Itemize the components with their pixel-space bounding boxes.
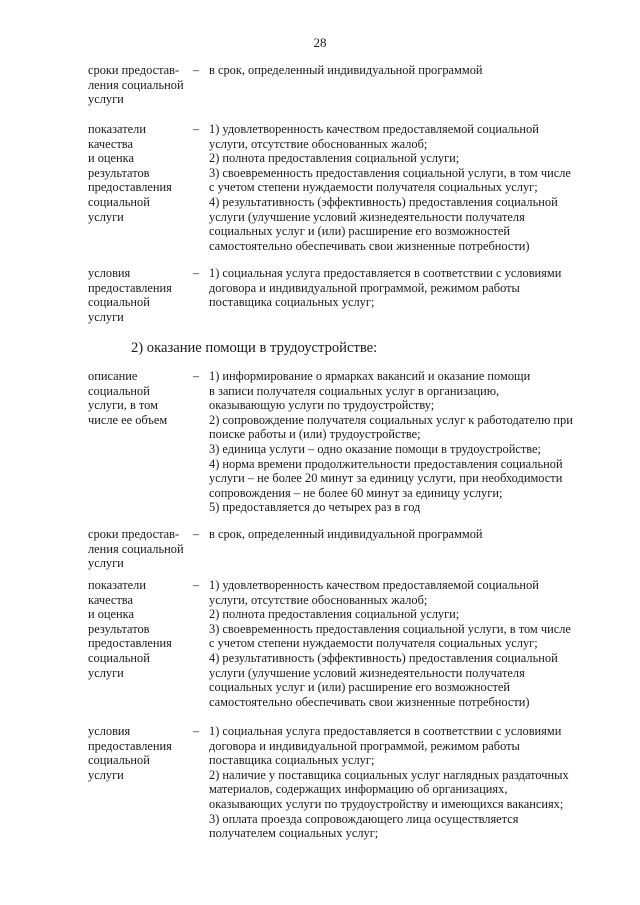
content-line: договора и индивидуальной программой, режимом работы — [209, 280, 520, 295]
label-line: социальной — [88, 383, 150, 398]
content-line: 4) результативность (эффективность) предоставления социальной — [209, 650, 558, 665]
label-line: предоставления — [88, 280, 172, 295]
row-content — [209, 266, 601, 310]
row-content — [209, 63, 601, 78]
label-line: услуги — [88, 309, 124, 324]
label-line: числе ее объем — [88, 412, 168, 427]
label-line: показатели — [88, 578, 146, 592]
content-line: материалов, содержащих информацию об организациях, — [209, 782, 508, 797]
content-line: поставщика социальных услуг; — [209, 295, 375, 310]
label-line: услуги, в том — [88, 398, 158, 413]
content-line: самостоятельно обеспечивать свои жизненные потребности) — [209, 694, 530, 709]
row-dash: – — [193, 578, 200, 592]
content-line: социальных услуг и (или) расширение его возможностей — [209, 224, 511, 239]
row-label — [88, 369, 186, 427]
label-line: предоставления — [88, 180, 172, 195]
content-line: услуги, отсутствие обоснованных жалоб; — [209, 592, 428, 607]
label-line: сроки предостав- — [88, 63, 180, 77]
content-line: поиске работы и (или) трудоустройстве; — [209, 427, 421, 442]
content-line: 3) своевременность предоставления социальной услуги, в том числе — [209, 165, 571, 180]
label-line: описание — [88, 369, 138, 383]
label-line: услуги — [88, 665, 124, 680]
row-content — [209, 369, 601, 515]
label-line: сроки предостав- — [88, 527, 180, 541]
label-line: условия — [88, 724, 131, 738]
content-line: 1) социальная услуга предоставляется в соответствии с условиями — [209, 724, 562, 738]
label-line: услуги — [88, 767, 124, 782]
content-line: оказывающую услуги по трудоустройству; — [209, 398, 435, 413]
content-line: получателем социальных услуг; — [209, 826, 379, 841]
content-line: 1) удовлетворенность качеством предоставляемой социальной — [209, 578, 539, 592]
content-line: с учетом степени нуждаемости получателя социальных услуг; — [209, 180, 538, 195]
label-line: услуги — [88, 556, 124, 571]
page-number: 28 — [313, 35, 327, 50]
content-line: 3) единица услуги – одно оказание помощи в трудоустройстве; — [209, 441, 542, 456]
content-line: 5) предоставляется до четырех раз в год — [209, 500, 421, 515]
label-line: услуги — [88, 209, 124, 224]
content-line: 2) полнота предоставления социальной услуги; — [209, 607, 460, 622]
row-content — [209, 578, 601, 709]
label-line: качества — [88, 592, 133, 607]
row-label — [88, 527, 186, 571]
row-content — [209, 724, 601, 841]
label-line: ления социальной — [88, 541, 184, 556]
content-line: 3) оплата проезда сопровождающего лица осуществляется — [209, 811, 519, 826]
row-dash: – — [193, 122, 200, 136]
row-dash: – — [193, 63, 200, 77]
content-line: 3) своевременность предоставления социальной услуги, в том числе — [209, 621, 571, 636]
row-content — [209, 527, 601, 542]
label-line: предоставления — [88, 636, 172, 651]
content-line: 4) норма времени продолжительности предоставления социальной — [209, 456, 563, 471]
label-line: качества — [88, 136, 133, 151]
row-label — [88, 724, 186, 782]
label-line: и оценка — [88, 151, 135, 166]
label-line: социальной — [88, 194, 150, 209]
row-label — [88, 63, 186, 107]
content-line: услуги, отсутствие обоснованных жалоб; — [209, 136, 428, 151]
row-dash: – — [193, 724, 200, 738]
row-label — [88, 122, 186, 224]
label-line: условия — [88, 266, 131, 280]
content-line: оказывающих услуги по трудоустройству и имеющихся вакансиях; — [209, 796, 564, 811]
label-line: результатов — [88, 165, 150, 180]
row-label — [88, 578, 186, 680]
label-line: социальной — [88, 295, 150, 310]
content-line: в срок, определенный индивидуальной программой — [209, 63, 483, 77]
content-line: 2) сопровождение получателя социальных услуг к работодателю при — [209, 412, 573, 427]
label-line: услуги — [88, 92, 124, 107]
label-line: ления социальной — [88, 77, 184, 92]
content-line: в записи получателя социальных услуг в организацию, — [209, 383, 500, 398]
content-line: в срок, определенный индивидуальной программой — [209, 527, 483, 541]
content-line: 4) результативность (эффективность) предоставления социальной — [209, 194, 558, 209]
content-line: 1) социальная услуга предоставляется в соответствии с условиями — [209, 266, 562, 280]
label-line: и оценка — [88, 607, 135, 622]
content-line: услуги – не более 20 минут за единицу услуги, при необходимости — [209, 471, 563, 486]
label-line: социальной — [88, 753, 150, 768]
content-line: договора и индивидуальной программой, режимом работы — [209, 738, 520, 753]
content-line: поставщика социальных услуг; — [209, 753, 375, 768]
content-line: социальных услуг и (или) расширение его возможностей — [209, 680, 511, 695]
content-line: 2) наличие у поставщика социальных услуг наглядных раздаточных — [209, 767, 569, 782]
content-line: самостоятельно обеспечивать свои жизненные потребности) — [209, 238, 530, 253]
label-line: показатели — [88, 122, 146, 136]
row-content — [209, 122, 601, 253]
content-line: сопровождения – не более 60 минут за единицу услуги; — [209, 485, 503, 500]
row-dash: – — [193, 527, 200, 541]
content-line: услуги (улучшение условий жизнедеятельности получателя — [209, 665, 525, 680]
content-line: 1) информирование о ярмарках вакансий и оказание помощи — [209, 369, 531, 383]
row-label — [88, 266, 186, 324]
content-line: услуги (улучшение условий жизнедеятельности получателя — [209, 209, 525, 224]
section-heading: 2) оказание помощи в трудоустройстве: — [131, 340, 378, 356]
row-dash: – — [193, 369, 200, 383]
content-line: 2) полнота предоставления социальной услуги; — [209, 151, 460, 166]
label-line: социальной — [88, 650, 150, 665]
content-line: с учетом степени нуждаемости получателя социальных услуг; — [209, 636, 538, 651]
label-line: предоставления — [88, 738, 172, 753]
content-line: 1) удовлетворенность качеством предоставляемой социальной — [209, 122, 539, 136]
label-line: результатов — [88, 621, 150, 636]
row-dash: – — [193, 266, 200, 280]
